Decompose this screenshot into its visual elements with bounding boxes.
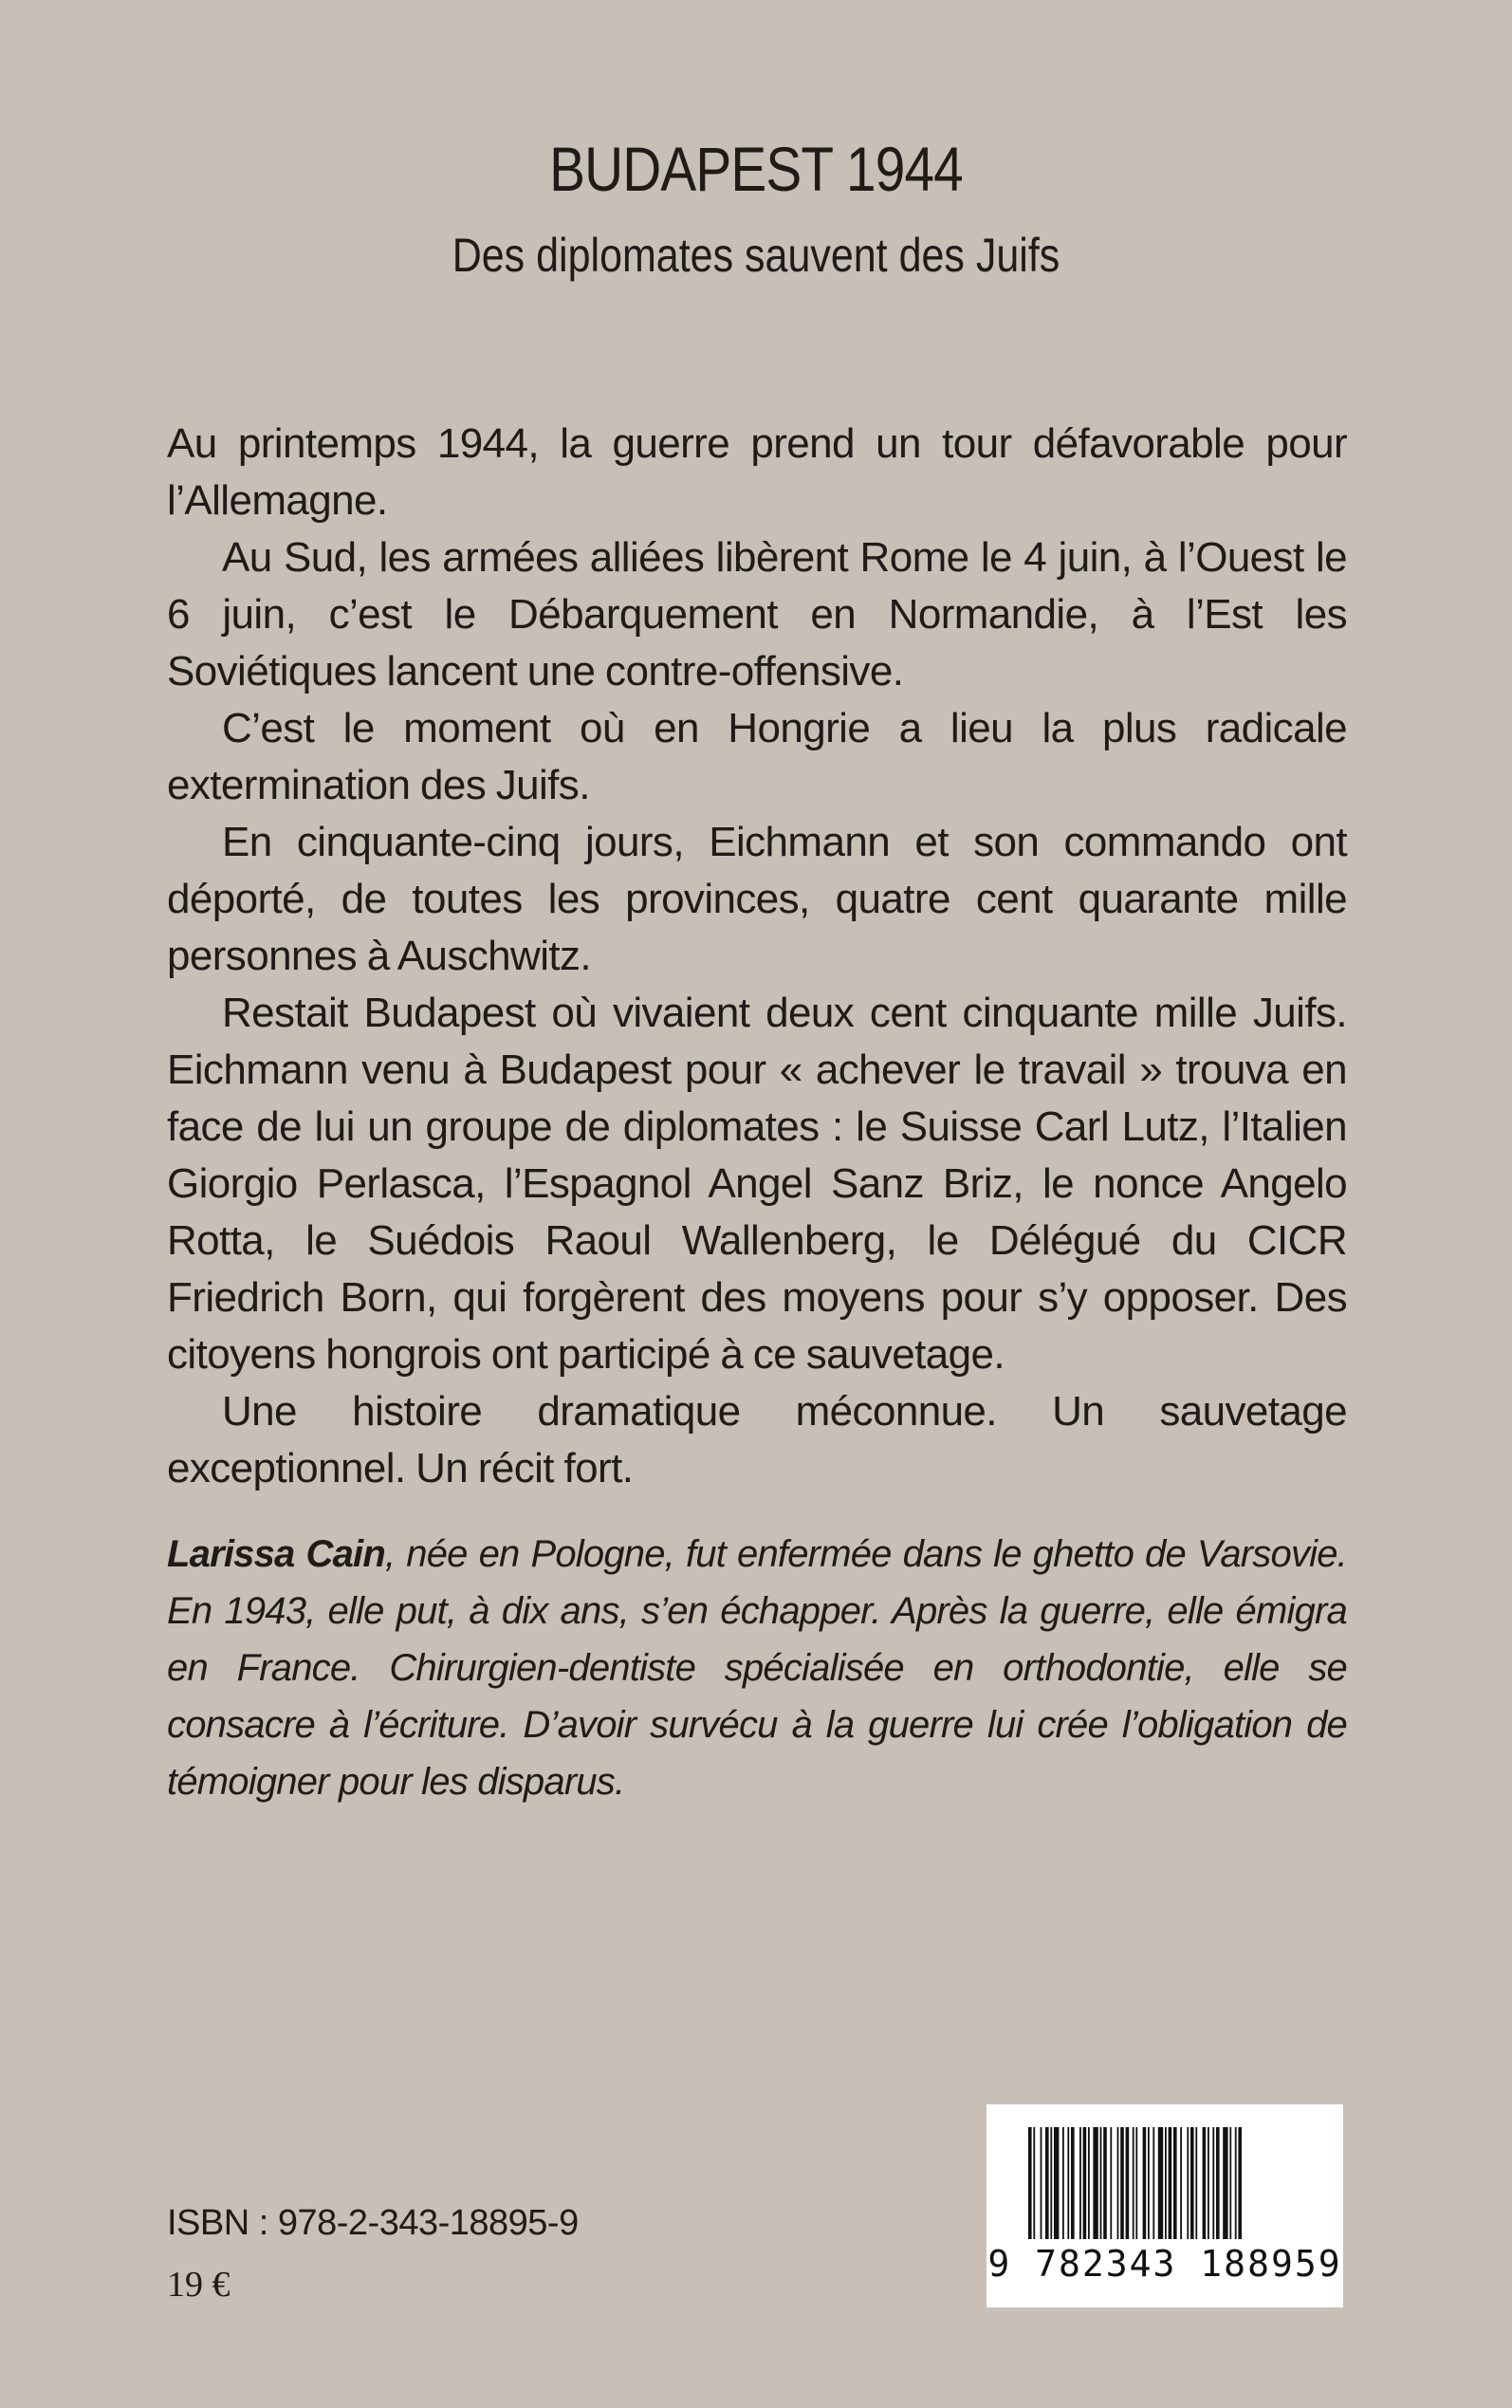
barcode-bar xyxy=(1212,2127,1214,2239)
barcode-bar xyxy=(1062,2127,1064,2239)
barcode-bar xyxy=(1120,2127,1124,2239)
barcode-bar xyxy=(1067,2127,1069,2239)
barcode-bar xyxy=(1054,2127,1059,2239)
barcode-bar xyxy=(1223,2127,1227,2239)
blurb-paragraph: C’est le moment où en Hongrie a lieu la plus radicale extermination des Juifs. xyxy=(167,705,1347,808)
barcode-bar xyxy=(1238,2127,1242,2239)
barcode-bar xyxy=(1028,2127,1032,2239)
barcode-bar xyxy=(1079,2127,1081,2239)
author-name: Larissa Cain xyxy=(167,1533,385,1575)
barcode-bar xyxy=(1033,2127,1035,2239)
barcode-bar xyxy=(1235,2127,1237,2239)
barcode-bar xyxy=(1187,2127,1189,2239)
barcode-bar xyxy=(1152,2127,1154,2239)
barcode-bar xyxy=(1203,2127,1207,2239)
barcode-bar xyxy=(1190,2127,1194,2239)
barcode-bar xyxy=(1148,2127,1150,2239)
isbn: ISBN : 978-2-343-18895-9 xyxy=(167,2203,579,2243)
barcode-bar xyxy=(1083,2127,1087,2239)
barcode-bar xyxy=(1110,2127,1112,2239)
barcode-bar xyxy=(1208,2127,1209,2239)
barcode-bar xyxy=(1135,2127,1137,2239)
barcode-bar xyxy=(1117,2127,1119,2239)
blurb xyxy=(167,416,1347,1497)
barcode xyxy=(986,2104,1343,2307)
barcode-bar xyxy=(1045,2127,1049,2239)
barcode-bar xyxy=(1158,2127,1163,2239)
barcode-bar xyxy=(1169,2127,1172,2239)
barcode-bar xyxy=(1133,2127,1134,2239)
blurb-paragraph: En cinquante-cinq jours, Eichmann et son commando ont déporté, de toutes les provinces, quatre cent quarante mille personnes à Auschwitz. xyxy=(167,819,1347,979)
author-bio xyxy=(167,1526,1347,1810)
barcode-bar xyxy=(1071,2127,1075,2239)
book-title: BUDAPEST 1944 xyxy=(549,134,963,204)
barcode-bar xyxy=(1229,2127,1231,2239)
barcode-bar xyxy=(1165,2127,1167,2239)
barcode-bar xyxy=(1088,2127,1090,2239)
barcode-bars xyxy=(1028,2127,1301,2239)
barcode-bar xyxy=(1041,2127,1042,2239)
book-subtitle: Des diplomates sauvent des Juifs xyxy=(452,229,1060,282)
blurb-paragraph: Au Sud, les armées alliées libèrent Rome le 4 juin, à l’Ouest le 6 juin, c’est le Débarquement en Normandie, à l’Est les Soviétiques lancent une contre-offensive. xyxy=(167,534,1347,695)
barcode-bar xyxy=(1143,2127,1147,2239)
blurb-paragraph: Une histoire dramatique méconnue. Un sauvetage exceptionnel. Un récit fort. xyxy=(167,1388,1347,1491)
blurb-paragraph: Au printemps 1944, la guerre prend un tour défavorable pour l’Allemagne. xyxy=(167,420,1347,524)
blurb-paragraph: Restait Budapest où vivaient deux cent cinquante mille Juifs. Eichmann venu à Budapest pour « achever le travail » trouva en face de lui un groupe de diplomates : le Suisse Carl Lutz, l’Italien Giorgio Perlasca, l’Espagnol Angel Sanz Briz, le nonce Angelo Rotta, le Suédois Raoul Wallenberg, le Délégué du CICR Friedrich Born, qui forgèrent des moyens pour s’y opposer. Des citoyens hongrois ont participé à ce sauvetage. xyxy=(167,990,1347,1378)
barcode-bar xyxy=(1050,2127,1052,2239)
barcode-bar xyxy=(1126,2127,1130,2239)
barcode-bar xyxy=(1093,2127,1097,2239)
barcode-bar xyxy=(1103,2127,1107,2239)
barcode-bar xyxy=(1180,2127,1182,2239)
price: 19 € xyxy=(167,2265,230,2305)
barcode-bar xyxy=(1100,2127,1102,2239)
barcode-digits: 9 782343 188959 xyxy=(987,2243,1342,2285)
author-bio-text: , née en Pologne, fut enfermée dans le ghetto de Varsovie. En 1943, elle put, à dix ans, s’en échapper. Après la guerre, elle émigra en France. Chirurgien-dentiste spécialisée en orthodontie, elle se consacre à l’écriture. D’avoir survécu à la guerre lui crée l’obligation de témoigner pour les disparus. xyxy=(167,1533,1347,1803)
barcode-bar xyxy=(1173,2127,1177,2239)
barcode-bar xyxy=(1195,2127,1197,2239)
barcode-bar xyxy=(1216,2127,1220,2239)
